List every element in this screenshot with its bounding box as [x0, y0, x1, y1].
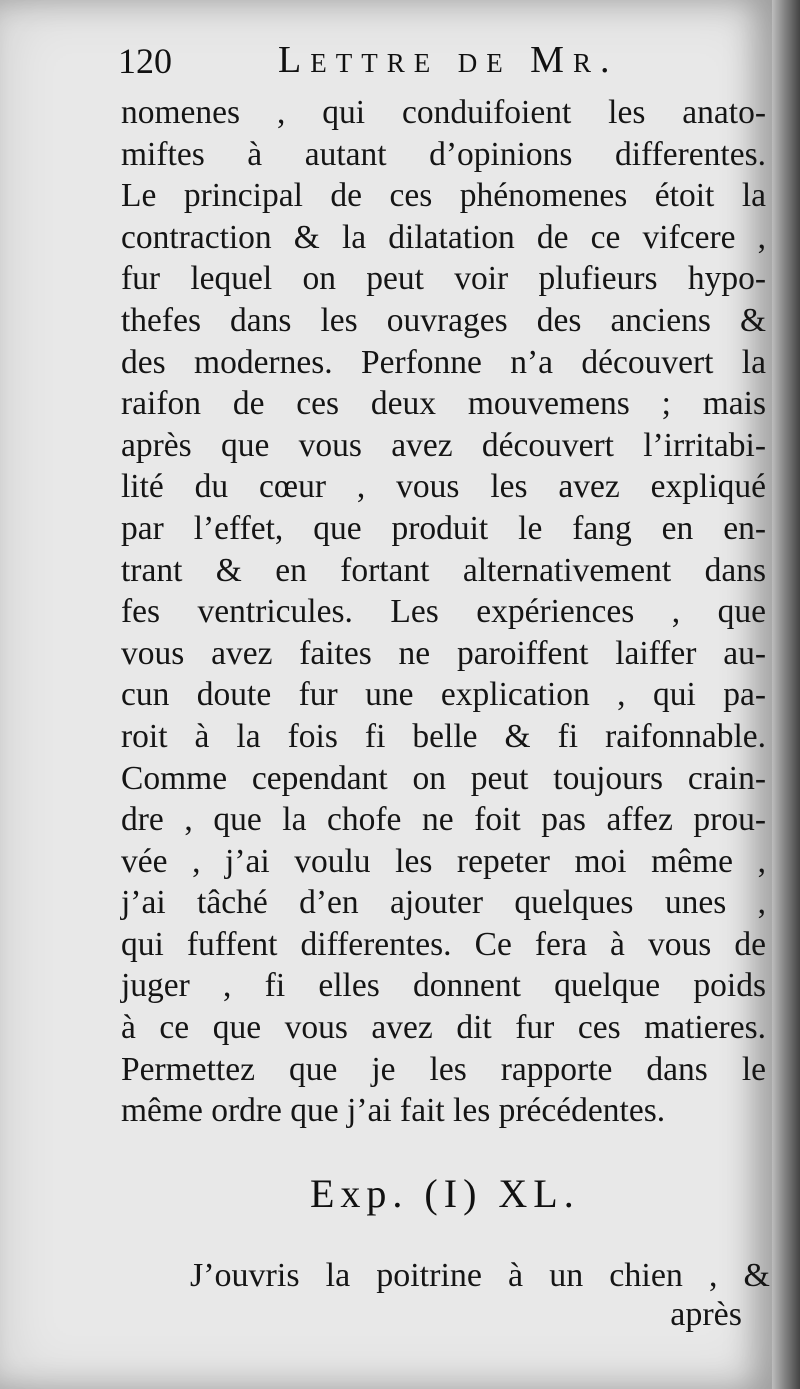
text-line: même ordre que j’ai fait les précédentes.	[121, 1092, 666, 1130]
body-text	[121, 92, 766, 1132]
page-number: 120	[118, 41, 172, 81]
text-line: miftes à autant d’opinions differentes.	[121, 135, 766, 173]
text-line: vous avez faites ne paroiffent laiffer au-	[121, 634, 766, 672]
text-line: lité du cœur , vous les avez expliqué	[121, 468, 766, 506]
running-title: Lettre de Mr.	[278, 39, 619, 81]
text-line: cun doute fur une explication , qui pa-	[121, 676, 766, 714]
text-line: thefes dans les ouvrages des anciens &	[121, 301, 766, 339]
section-title: Exp. (I) XL.	[310, 1171, 580, 1216]
section-body	[190, 1254, 770, 1298]
text-line: J’ouvris la poitrine à un chien , &	[190, 1257, 770, 1294]
text-line: Comme cependant on peut toujours crain-	[121, 759, 766, 797]
text-line: fur lequel on peut voir plufieurs hypo-	[121, 260, 766, 298]
text-line: nomenes , qui conduifoient les anato-	[121, 94, 766, 131]
text-line: roit à la fois fi belle & fi raifonnable.	[121, 717, 766, 755]
page-edge	[772, 0, 800, 1389]
page-header	[118, 30, 768, 90]
catchword: après	[670, 1296, 742, 1333]
text-line: trant & en fortant alternativement dans	[121, 551, 766, 589]
text-line: fes ventricules. Les expériences , que	[121, 593, 766, 631]
text-line: raifon de ces deux mouvemens ; mais	[121, 385, 766, 423]
text-line: après que vous avez découvert l’irritabi-	[121, 426, 766, 464]
text-line: juger , fi elles donnent quelque poids	[121, 967, 766, 1005]
text-line: j’ai tâché d’en ajouter quelques unes ,	[121, 884, 766, 922]
text-line: par l’effet, que produit le fang en en-	[121, 509, 766, 547]
text-line: à ce que vous avez dit fur ces matieres.	[121, 1009, 766, 1047]
text-line: qui fuffent differentes. Ce fera à vous de	[121, 925, 766, 963]
text-line: des modernes. Perfonne n’a découvert la	[121, 343, 766, 381]
text-line: Le principal de ces phénomenes étoit la	[121, 177, 766, 215]
text-line: dre , que la chofe ne foit pas affez prou-	[121, 801, 766, 839]
text-line: Permettez que je les rapporte dans le	[121, 1050, 766, 1088]
text-line: vée , j’ai voulu les repeter moi même ,	[121, 842, 766, 880]
text-line: contraction & la dilatation de ce vifcere ,	[121, 218, 766, 256]
